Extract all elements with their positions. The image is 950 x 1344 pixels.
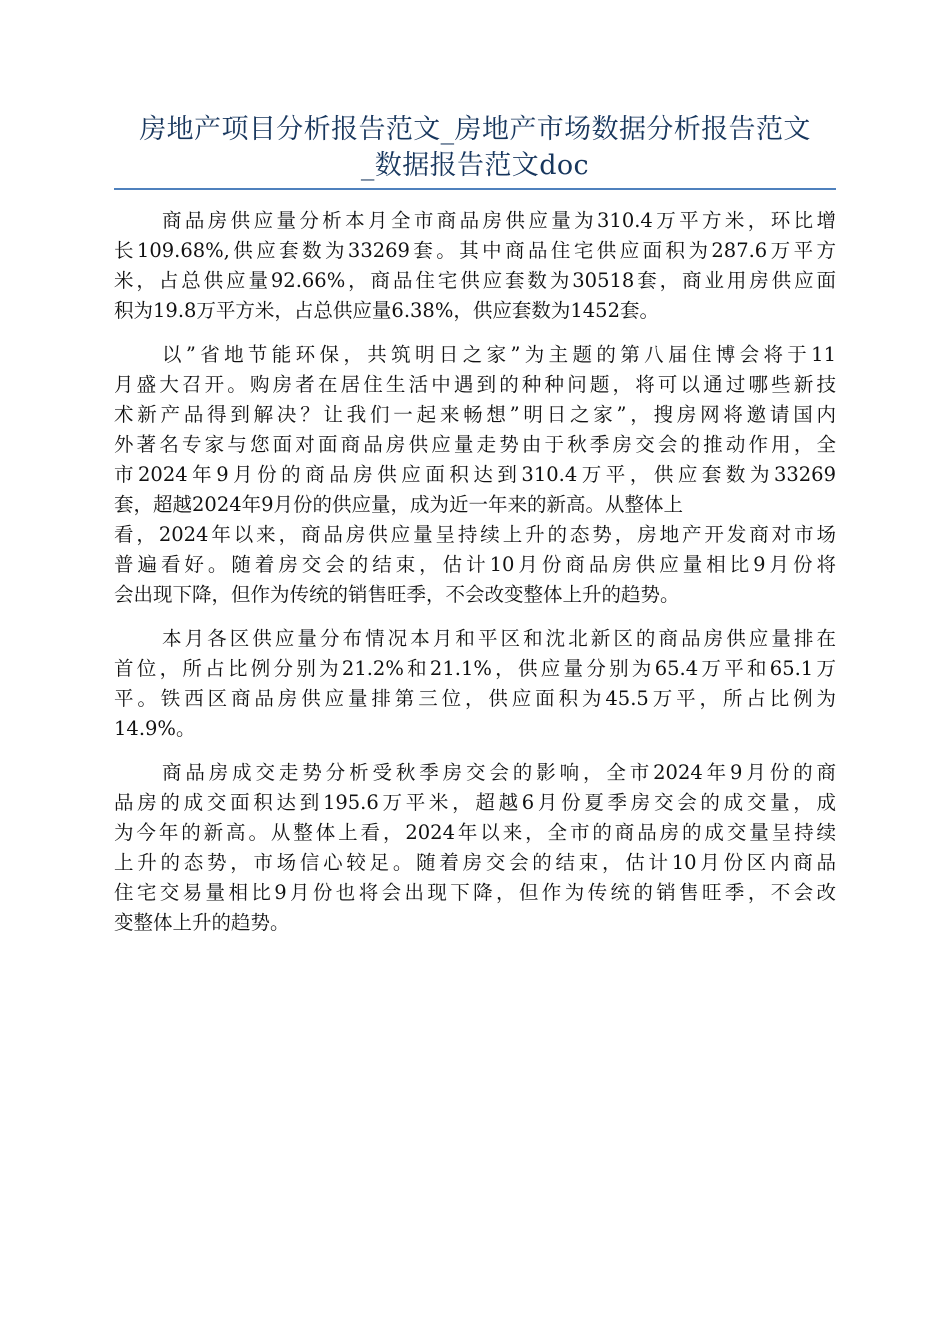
paragraph-line: 米，占总供应量92.66%，商品住宅供应套数为30518套，商业用房供应面 [114, 269, 836, 292]
paragraph-line: 会出现下降，但作为传统的销售旺季，不会改变整体上升的趋势。 [114, 583, 680, 606]
document-title [114, 112, 836, 190]
title-line-2: _数据报告范文doc [360, 150, 590, 181]
paragraph-line: 品房的成交面积达到195.6万平米，超越6月份夏季房交会的成交量，成 [114, 791, 836, 814]
paragraph-line: 为今年的新高。从整体上看，2024年以来，全市的商品房的成交量呈持续 [114, 821, 836, 844]
paragraph-line: 术新产品得到解决？让我们一起来畅想”明日之家”，搜房网将邀请国内 [114, 403, 836, 426]
paragraph-line: 本月各区供应量分布情况本月和平区和沈北新区的商品房供应量排在 [162, 627, 836, 650]
paragraph-line: 积为19.8万平方米，占总供应量6.38%，供应套数为1452套。 [114, 299, 659, 322]
paragraph-line: 长109.68%,供应套数为33269套。其中商品住宅供应面积为287.6万平方 [114, 239, 836, 262]
paragraph-housing-expo [114, 340, 836, 610]
paragraph-line: 首位，所占比例分别为21.2%和21.1%，供应量分别为65.4万平和65.1万 [114, 657, 836, 680]
paragraph-line: 月盛大召开。购房者在居住生活中遇到的种种问题，将可以通过哪些新技 [114, 373, 836, 396]
paragraph-district-distribution [114, 624, 836, 744]
paragraph-supply-analysis [114, 206, 836, 326]
paragraph-transaction-trend [114, 758, 836, 938]
paragraph-line: 上升的态势，市场信心较足。随着房交会的结束，估计10月份区内商品 [114, 851, 836, 874]
document-body [114, 206, 836, 952]
paragraph-line: 平。铁西区商品房供应量排第三位，供应面积为45.5万平，所占比例为 [114, 687, 836, 710]
paragraph-line: 变整体上升的趋势。 [114, 911, 290, 934]
paragraph-line: 市2024年9月份的商品房供应面积达到310.4万平，供应套数为33269 [114, 463, 836, 486]
paragraph-line: 以”省地节能环保，共筑明日之家”为主题的第八届住博会将于11 [162, 343, 836, 366]
title-line-1: 房地产项目分析报告范文_房地产市场数据分析报告范文 [139, 114, 811, 145]
paragraph-line: 14.9%。 [114, 717, 196, 740]
paragraph-line: 商品房成交走势分析受秋季房交会的影响，全市2024年9月份的商 [162, 761, 836, 784]
paragraph-line: 住宅交易量相比9月份也将会出现下降，但作为传统的销售旺季，不会改 [114, 881, 836, 904]
paragraph-line: 商品房供应量分析本月全市商品房供应量为310.4万平方米，环比增 [162, 209, 836, 232]
paragraph-line: 普遍看好。随着房交会的结束，估计10月份商品房供应量相比9月份将 [114, 553, 836, 576]
paragraph-line: 套，超越2024年9月份的供应量，成为近一年来的新高。从整体上 [114, 493, 684, 516]
paragraph-line: 看，2024年以来，商品房供应量呈持续上升的态势，房地产开发商对市场 [114, 523, 836, 546]
paragraph-line: 外著名专家与您面对面商品房供应量走势由于秋季房交会的推动作用，全 [114, 433, 836, 456]
